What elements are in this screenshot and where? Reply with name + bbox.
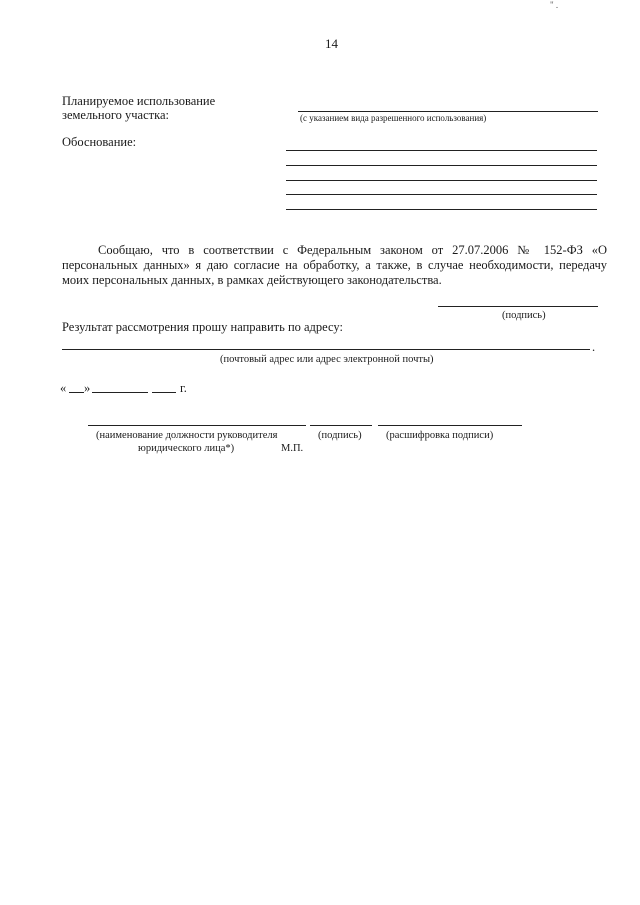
address-hint: (почтовый адрес или адрес электронной почты) [220, 354, 434, 365]
justification-field-line-4[interactable] [286, 194, 597, 195]
position-field-line[interactable] [88, 425, 306, 426]
land-use-label-line1: Планируемое использование [62, 94, 216, 108]
date-day-field[interactable] [69, 392, 84, 393]
justification-label: Обоснование: [62, 135, 137, 149]
decoding-field-line[interactable] [378, 425, 522, 426]
consent-signature-line[interactable] [438, 306, 598, 307]
corner-mark: " . [550, 0, 559, 10]
address-field-line[interactable] [62, 349, 590, 350]
land-use-hint: (с указанием вида разрешенного использования) [300, 113, 487, 123]
justification-field-line-2[interactable] [286, 165, 597, 166]
land-use-field-line[interactable] [298, 111, 598, 112]
result-label: Результат рассмотрения прошу направить по адресу: [62, 320, 343, 334]
date-close-quote: » [84, 381, 91, 395]
consent-line-1: Сообщаю, что в соответствии с Федеральным законом от 27.07.2006 № 152-ФЗ «О [98, 243, 607, 257]
justification-field-line-3[interactable] [286, 180, 597, 181]
stamp-label: М.П. [281, 443, 304, 454]
consent-signature-caption: (подпись) [502, 310, 546, 321]
position-caption-line2: юридического лица*) [138, 443, 235, 454]
consent-paragraph [62, 243, 607, 288]
date-open-quote: « [60, 381, 67, 395]
date-month-field[interactable] [92, 392, 148, 393]
justification-field-line-5[interactable] [286, 209, 597, 210]
date-year-field[interactable] [152, 392, 176, 393]
date-year-suffix: г. [180, 381, 187, 395]
signature-caption: (подпись) [318, 430, 362, 441]
consent-line-3: моих персональных данных, в рамках действующего законодательства. [62, 273, 442, 287]
page-number: 14 [325, 36, 338, 51]
address-end-dot: . [592, 340, 596, 354]
decoding-caption: (расшифровка подписи) [386, 430, 494, 441]
position-caption-line1: (наименование должности руководителя [96, 430, 278, 441]
justification-field-line-1[interactable] [286, 150, 597, 151]
signature-field-line[interactable] [310, 425, 372, 426]
consent-line-2: персональных данных» я даю согласие на обработку, а также, в случае необходимости, передачу [62, 258, 607, 272]
land-use-label-line2: земельного участка: [62, 108, 170, 122]
